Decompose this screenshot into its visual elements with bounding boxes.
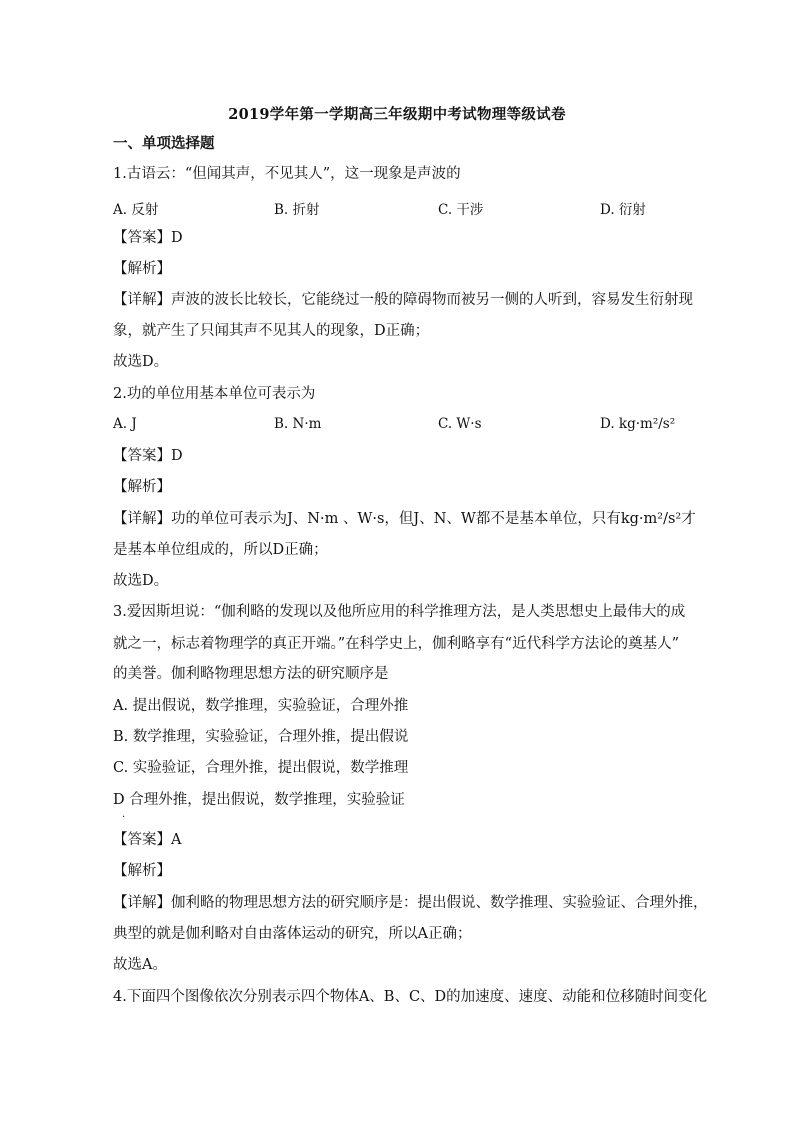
page-title: 2019学年第一学期高三年级期中考试物理等级试卷	[228, 106, 566, 123]
q1-option-b: B. 折射	[274, 202, 320, 218]
q2-analysis-label: 【解析】	[113, 479, 171, 495]
q1-option-c: C. 干涉	[438, 202, 484, 218]
q1-conclusion: 故选D。	[113, 354, 169, 370]
q3-option-a: A. 提出假说，数学推理，实验验证，合理外推	[113, 698, 409, 714]
q2-option-a: A. J	[113, 416, 137, 432]
q3-stem-line3: 的美誉。伽利略物理思想方法的研究顺序是	[113, 666, 389, 682]
q2-answer: 【答案】D	[113, 448, 183, 464]
q2-detail-line1: 【详解】功的单位可表示为J、N·m 、W·s，但J、N、W都不是基本单位，只有kg·m²/s²才	[113, 511, 696, 527]
q1-option-d: D. 衍射	[600, 202, 646, 218]
q2-stem: 2.功的单位用基本单位可表示为	[113, 386, 316, 402]
q3-option-c: C. 实验验证，合理外推，提出假说，数学推理	[113, 760, 409, 776]
q1-analysis-label: 【解析】	[113, 261, 171, 277]
q3-conclusion: 故选A。	[113, 957, 167, 973]
q3-analysis-label: 【解析】	[113, 863, 171, 879]
q1-option-a: A. 反射	[113, 202, 159, 218]
q3-option-d: D 合理外推，提出假说，数学推理，实验验证	[113, 792, 405, 808]
q4-stem-line1: 4.下面四个图像依次分别表示四个物体A、B、C、D的加速度、速度、动能和位移随时间变化	[113, 989, 708, 1005]
q3-option-b: B. 数学推理，实验验证，合理外推，提出假说	[113, 729, 409, 745]
section-heading: 一、单项选择题	[113, 135, 215, 152]
q2-conclusion: 故选D。	[113, 573, 169, 589]
q2-option-c: C. W·s	[438, 416, 482, 432]
q2-option-d: D. kg·m²/s²	[600, 416, 676, 432]
q1-stem: 1.古语云：“但闻其声，不见其人”，这一现象是声波的	[113, 166, 461, 182]
q3-stem-line1: 3.爱因斯坦说：“伽利略的发现以及他所应用的科学推理方法，是人类思想史上最伟大的成	[113, 604, 686, 620]
q2-option-b: B. N·m	[274, 416, 322, 432]
q1-answer: 【答案】D	[113, 230, 183, 246]
stray-dot-mark: ·	[122, 812, 126, 823]
q3-stem-line2: 就之一，标志着物理学的真正开端。”在科学史上，伽利略享有“近代科学方法论的奠基人”	[113, 636, 679, 652]
q1-detail-line1: 【详解】声波的波长比较长，它能绕过一般的障碍物而被另一侧的人听到，容易发生衍射现	[113, 292, 693, 308]
q3-detail-line1: 【详解】伽利略的物理思想方法的研究顺序是：提出假说、数学推理、实验验证、合理外推，	[113, 895, 708, 911]
q3-answer: 【答案】A	[113, 832, 182, 848]
q3-detail-line2: 典型的就是伽利略对自由落体运动的研究，所以A正确；	[113, 926, 472, 942]
q1-detail-line2: 象，就产生了只闻其声不见其人的现象，D正确；	[113, 323, 430, 339]
q2-detail-line2: 是基本单位组成的，所以D正确；	[113, 542, 328, 558]
